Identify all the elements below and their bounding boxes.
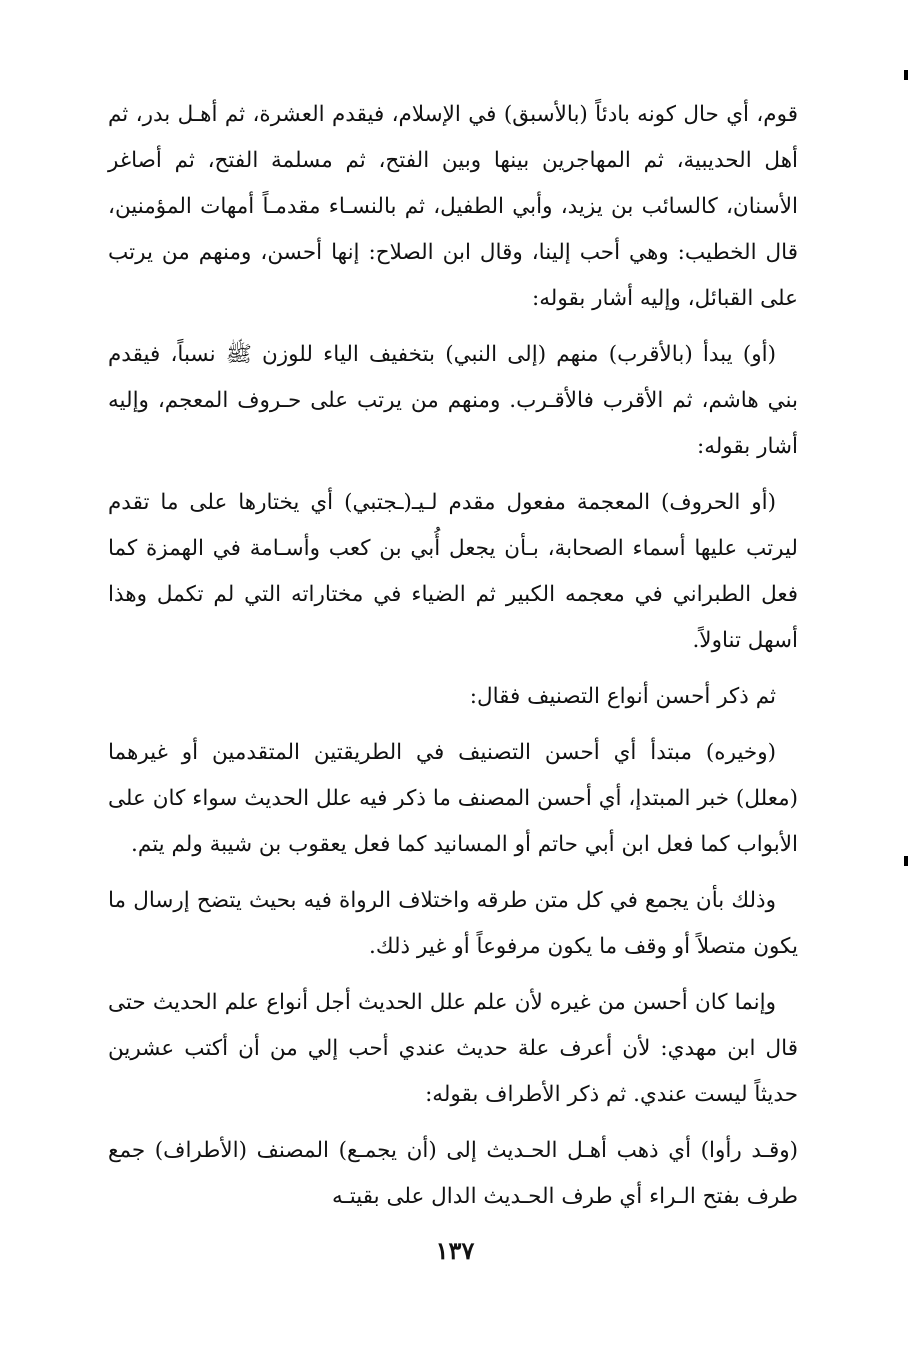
- paragraph-7: وإنما كان أحسن من غيره لأن علم علل الحديث أجل أنواع علم الحديث حتى قال ابن مهدي: لأن أعرف علة حديث عندي أحب إلي من أن أكتب عشرين حديثاً ليست عندي. ثم ذكر الأطراف بقوله:: [108, 990, 798, 1107]
- paragraph-8: (وقـد رأوا) أي ذهب أهـل الحـديث إلى (أن يجمـع) المصنف (الأطراف) جمع طرف بفتح الـراء أي طرف الحـديث الدال على بقيتـه: [108, 1138, 798, 1209]
- paragraph-6: وذلك بأن يجمع في كل متن طرقه واختلاف الرواة فيه بحيث يتضح إرسال ما يكون متصلاً أو وقف ما يكون مرفوعاً أو غير ذلك.: [108, 888, 798, 959]
- paragraph-4: ثم ذكر أحسن أنواع التصنيف فقال:: [469, 684, 776, 709]
- paragraph-1: قوم، أي حال كونه بادئاً (بالأسبق) في الإسلام، فيقدم العشرة، ثم أهـل بدر، ثم أهل الحديبية، ثم المهاجرين بينها وبين الفتح، ثم مسلمة الفتح، ثم أصاغر الأسنان، كالسائب بن يزيد، وأبي الطفيل، ثم بالنسـاء مقدمـاً أمهات المؤمنين، قال الخطيب: وهي أحب إلينا، وقال ابن الصلاح: إنها أحسن، ومنهم من يرتب على القبائل، وإليه أشار بقوله:: [108, 102, 798, 311]
- paragraph-2: (أو) يبدأ (بالأقرب) منهم (إلى النبي) بتخفيف الياء للوزن ﷺ نسباً، فيقدم بني هاشم، ثم الأقرب فالأقـرب. ومنهم من يرتب على حـروف المعجم، وإليه أشار بقوله:: [108, 342, 798, 459]
- paragraph-5: (وخيره) مبتدأ أي أحسن التصنيف في الطريقتين المتقدمين أو غيرهما (معلل) خبر المبتدإ، أي أحسن المصنف ما ذكر فيه علل الحديث سواء كان على الأبواب كما فعل ابن أبي حاتم أو المسانيد كما فعل يعقوب بن شيبة ولم يتم.: [108, 740, 798, 857]
- scan-edge-mark: [904, 70, 908, 80]
- paragraph-3: (أو الحروف) المعجمة مفعول مقدم لـيـ(ـجتبي) أي يختارها على ما تقدم ليرتب عليها أسماء الصحابة، بـأن يجعل أُبي بن كعب وأسـامة في الهمزة كما فعل الطبراني في معجمه الكبير ثم الضياء في مختاراته التي لم تكمل وهذا أسهل تناولاً.: [108, 490, 798, 653]
- page-body: [108, 92, 798, 1230]
- page-number: ١٣٧: [435, 1236, 475, 1265]
- scan-edge-mark: [904, 856, 908, 866]
